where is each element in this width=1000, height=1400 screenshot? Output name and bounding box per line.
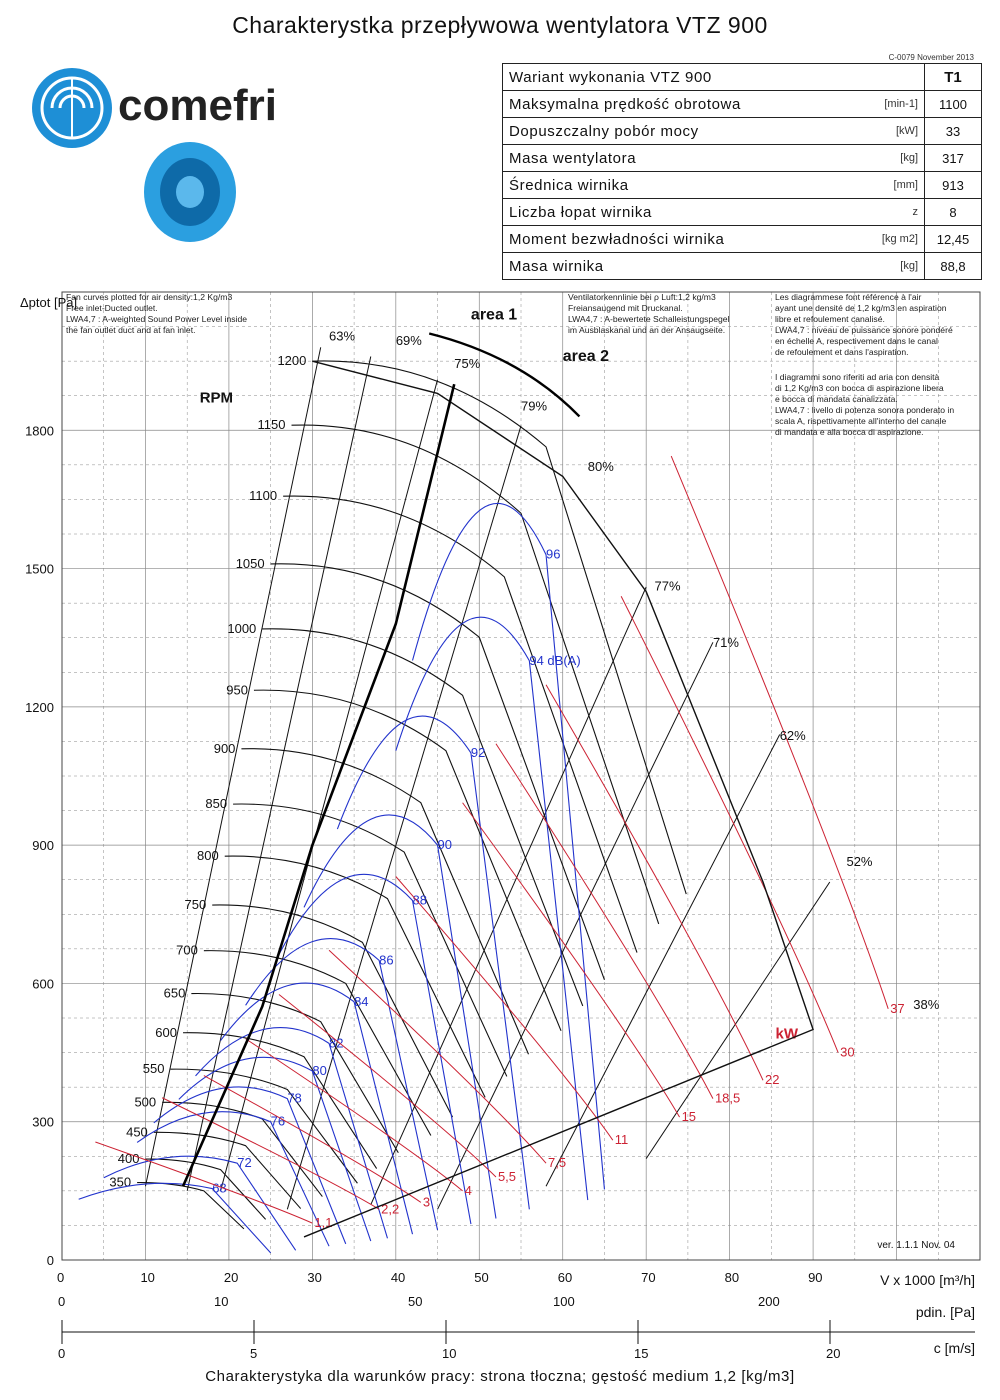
area-label: area 2 [562,348,609,366]
note-line: LWA4,7 : niveau de puissance sonore pondéré [775,325,953,335]
spec-value: 12,45 [925,226,982,253]
rpm-curve [312,361,686,894]
efficiency-label: 63% [329,328,356,344]
noise-label: 86 [379,952,394,968]
rpm-label: 500 [134,1094,157,1110]
note-line: LWA4,7 : livello di potenza sonora ponderato in [775,405,955,415]
rpm-label: 350 [109,1174,132,1190]
note-french [775,292,985,358]
rpm-label: 1050 [235,555,265,571]
rpm-label: 400 [117,1151,140,1167]
power-label: 37 [890,1000,905,1016]
power-label: 18,5 [714,1090,741,1106]
efficiency-line [142,347,320,1186]
efficiency-label: 77% [654,578,681,594]
rpm-label: 1200 [277,353,307,369]
y-tick-label: 1200 [25,699,54,715]
spec-unit: [kg] [872,145,925,172]
fan-chart-svg [0,280,1000,1370]
power-curve [463,803,680,1117]
y-axis-label: Δptot [Pa] [20,295,78,310]
spec-value: 33 [925,118,982,145]
x-tick-label: 10 [140,1270,155,1285]
velocity-tick-label: 5 [250,1346,258,1361]
power-label: 4 [464,1182,472,1198]
spec-unit: [min-1] [872,91,925,118]
rpm-curve [212,905,452,1117]
x-tick-label: 30 [307,1270,322,1285]
power-label: 15 [681,1109,697,1125]
power-label: 3 [422,1194,431,1210]
efficiency-label: 79% [521,398,548,414]
note-line: scala A, rispettivamente all'interno del canale [775,416,947,426]
note-line: Free inlet-Ducted outlet. [66,303,158,313]
noise-label: 68 [212,1180,227,1196]
spec-unit: z [872,199,925,226]
pdin-tick-label: 0 [58,1294,66,1309]
efficiency-label: 52% [846,853,873,869]
noise-label: 82 [329,1035,344,1051]
noise-label: 84 [354,993,369,1009]
y-tick-label: 600 [32,976,54,992]
note-line: the fan outlet duct and at fan inlet. [66,325,196,335]
y-tick-label: 1800 [25,423,54,439]
note-line: di mandata e alla bocca di aspirazione. [775,427,924,437]
efficiency-line [438,642,713,1209]
spec-row [503,64,982,91]
noise-curve [279,874,471,1224]
x-tick-label: 80 [724,1270,740,1285]
y-tick-label: 0 [46,1253,54,1268]
efficiency-line [184,357,371,1191]
noise-label: 76 [270,1113,286,1129]
rpm-label: 1150 [257,417,286,433]
note-line: e bocca di mandata canalizzata. [775,394,898,404]
area-boundary-arc [429,333,579,416]
spec-value: T1 [925,64,982,91]
spec-value: 913 [925,172,982,199]
rpm-label: 900 [213,740,236,756]
spec-row [503,226,982,253]
efficiency-label: 75% [454,356,481,372]
noise-curve [221,983,413,1234]
noise-label: 78 [287,1090,302,1106]
document-code: C-0079 November 2013 [888,53,974,62]
page-title: Charakterystka przepływowa wentylatora VTZ 900 [232,12,768,38]
rpm-label: 700 [176,942,198,958]
note-line: Fan curves plotted for air density:1,2 Kg/m3 [66,292,233,302]
velocity-tick-label: 20 [826,1346,841,1361]
note-line: LWA4,7 : A-bewertete Schalleistungspegel [568,314,730,324]
note-line: de refoulement et dans l'aspiration. [775,347,909,357]
power-curve [279,994,496,1177]
spec-label: Wariant wykonania VTZ 900 [503,64,873,91]
spec-table [502,63,982,280]
spec-label: Liczba łopat wirnika [503,199,873,226]
rpm-curve [162,1102,322,1196]
x-tick-label: 50 [474,1270,489,1285]
rpm-label: 550 [142,1061,165,1077]
efficiency-line [546,735,780,1187]
rpm-label: 950 [226,682,248,698]
rpm-curve [262,629,582,1006]
rpm-axis-title: RPM [199,389,234,407]
rpm-label: 650 [163,985,186,1001]
note-line: ayant une densité de 1,2 kg/m3 en aspiration [775,303,947,313]
x-axis-label: V x 1000 [m³/h] [880,1272,975,1288]
spec-value: 88,8 [925,253,982,280]
pdin-tick-label: 100 [553,1294,575,1309]
pdin-tick-label: 200 [758,1294,780,1309]
comefri-logo [30,62,320,262]
efficiency-line [646,882,830,1159]
pdin-tick-label: 50 [408,1294,423,1309]
rpm-curve [241,749,528,1055]
spec-label: Maksymalna prędkość obrotowa [503,91,873,118]
pdin-tick-label: 10 [214,1294,229,1309]
brand-name: comefri [118,81,277,130]
efficiency-label: 62% [779,728,806,744]
y-tick-label: 900 [32,838,54,854]
efficiency-label: 80% [587,458,614,474]
spec-value: 317 [925,145,982,172]
noise-label: 94 dB(A) [529,652,581,668]
noise-curve [337,716,529,1209]
efficiency-label: 38% [913,996,940,1012]
noise-label: 92 [470,744,486,760]
note-line: Ventilatorkennlinie bei ρ Luft:1,2 kg/m3 [568,292,716,302]
rpm-curve [283,496,637,953]
velocity-tick-label: 0 [58,1346,66,1361]
rpm-label: 450 [126,1124,148,1140]
spec-unit: [kW] [872,118,925,145]
spec-value: 1100 [925,91,982,118]
spec-unit: [mm] [872,172,925,199]
power-label: 2,2 [381,1201,400,1217]
pdin-axis-label: pdin. [Pa] [915,1304,975,1320]
spec-label: Moment bezwładności wirnika [503,226,873,253]
spec-label: Masa wirnika [503,253,873,280]
power-label: 5,5 [497,1169,517,1185]
power-curve [546,685,763,1080]
spec-unit [872,64,925,91]
spec-label: Dopuszczalny pobór mocy [503,118,873,145]
area-label: area 1 [470,306,518,324]
efficiency-label: 71% [712,634,739,650]
spec-label: Średnica wirnika [503,172,873,199]
spec-label: Masa wentylatora [503,145,873,172]
rpm-label: 600 [155,1024,178,1040]
rpm-curve [191,994,398,1153]
spec-row [503,172,982,199]
y-tick-label: 1500 [25,561,54,577]
noise-label: 72 [237,1155,252,1171]
power-unit-label: kW [775,1025,799,1043]
spec-row [503,91,982,118]
note-line: di 1,2 Kg/m3 con bocca di aspirazione libera [775,383,944,393]
note-german [568,292,768,336]
version-label: ver. 1.1.1 Nov. 04 [877,1240,955,1251]
power-label: 7,5 [548,1155,567,1171]
note-line: Freiansaugend mit Druckanal. [568,303,683,313]
spec-row [503,253,982,280]
power-label: 22 [765,1072,780,1088]
x-tick-label: 0 [57,1270,65,1285]
spec-row [503,118,982,145]
rpm-label: 800 [197,848,219,864]
note-line: libre et refoulement canalisé. [775,314,885,324]
note-line: en échelle A, respectivement dans le canal [775,336,938,346]
x-tick-label: 90 [808,1270,823,1285]
note-line: LWA4,7 : A-weighted Sound Power Level inside [66,314,248,324]
power-label: 30 [840,1044,855,1060]
rpm-label: 1000 [227,620,257,636]
x-tick-label: 40 [390,1270,406,1285]
y-tick-label: 300 [32,1114,54,1130]
note-line: Les diagrammese font référence à l'air [775,292,922,302]
footer-caption: Charakterystyka dla warunków pracy: strona tłoczna; gęstość medium 1,2 [kg/m3] [205,1368,795,1385]
note-english [66,292,276,336]
velocity-tick-label: 10 [442,1346,457,1361]
velocity-axis-label: c [m/s] [933,1340,975,1356]
noise-label: 96 [546,546,561,562]
x-tick-label: 20 [223,1270,239,1285]
spec-unit: [kg m2] [872,226,925,253]
efficiency-label: 69% [395,333,422,349]
rpm-label: 750 [184,897,207,913]
spec-value: 8 [925,199,982,226]
spec-row [503,145,982,172]
power-label: 11 [614,1132,629,1148]
fan-chart [0,280,1000,1370]
spec-row [503,199,982,226]
velocity-tick-label: 15 [634,1346,649,1361]
noise-label: 88 [412,892,427,908]
rpm-label: 850 [205,796,228,812]
rpm-curve [183,1033,377,1169]
spec-unit: [kg] [872,253,925,280]
power-label: 1,1 [314,1215,333,1231]
note-line: I diagrammi sono riferiti ad aria con densità [775,372,940,382]
x-tick-label: 60 [557,1270,573,1285]
note-line: im Ausblaskanal und an der Ansaugseite. [568,325,726,335]
noise-label: 90 [437,837,453,853]
noise-label: 80 [312,1063,327,1079]
rpm-label: 1100 [249,488,278,504]
note-italian [775,372,985,438]
x-tick-label: 70 [641,1270,656,1285]
